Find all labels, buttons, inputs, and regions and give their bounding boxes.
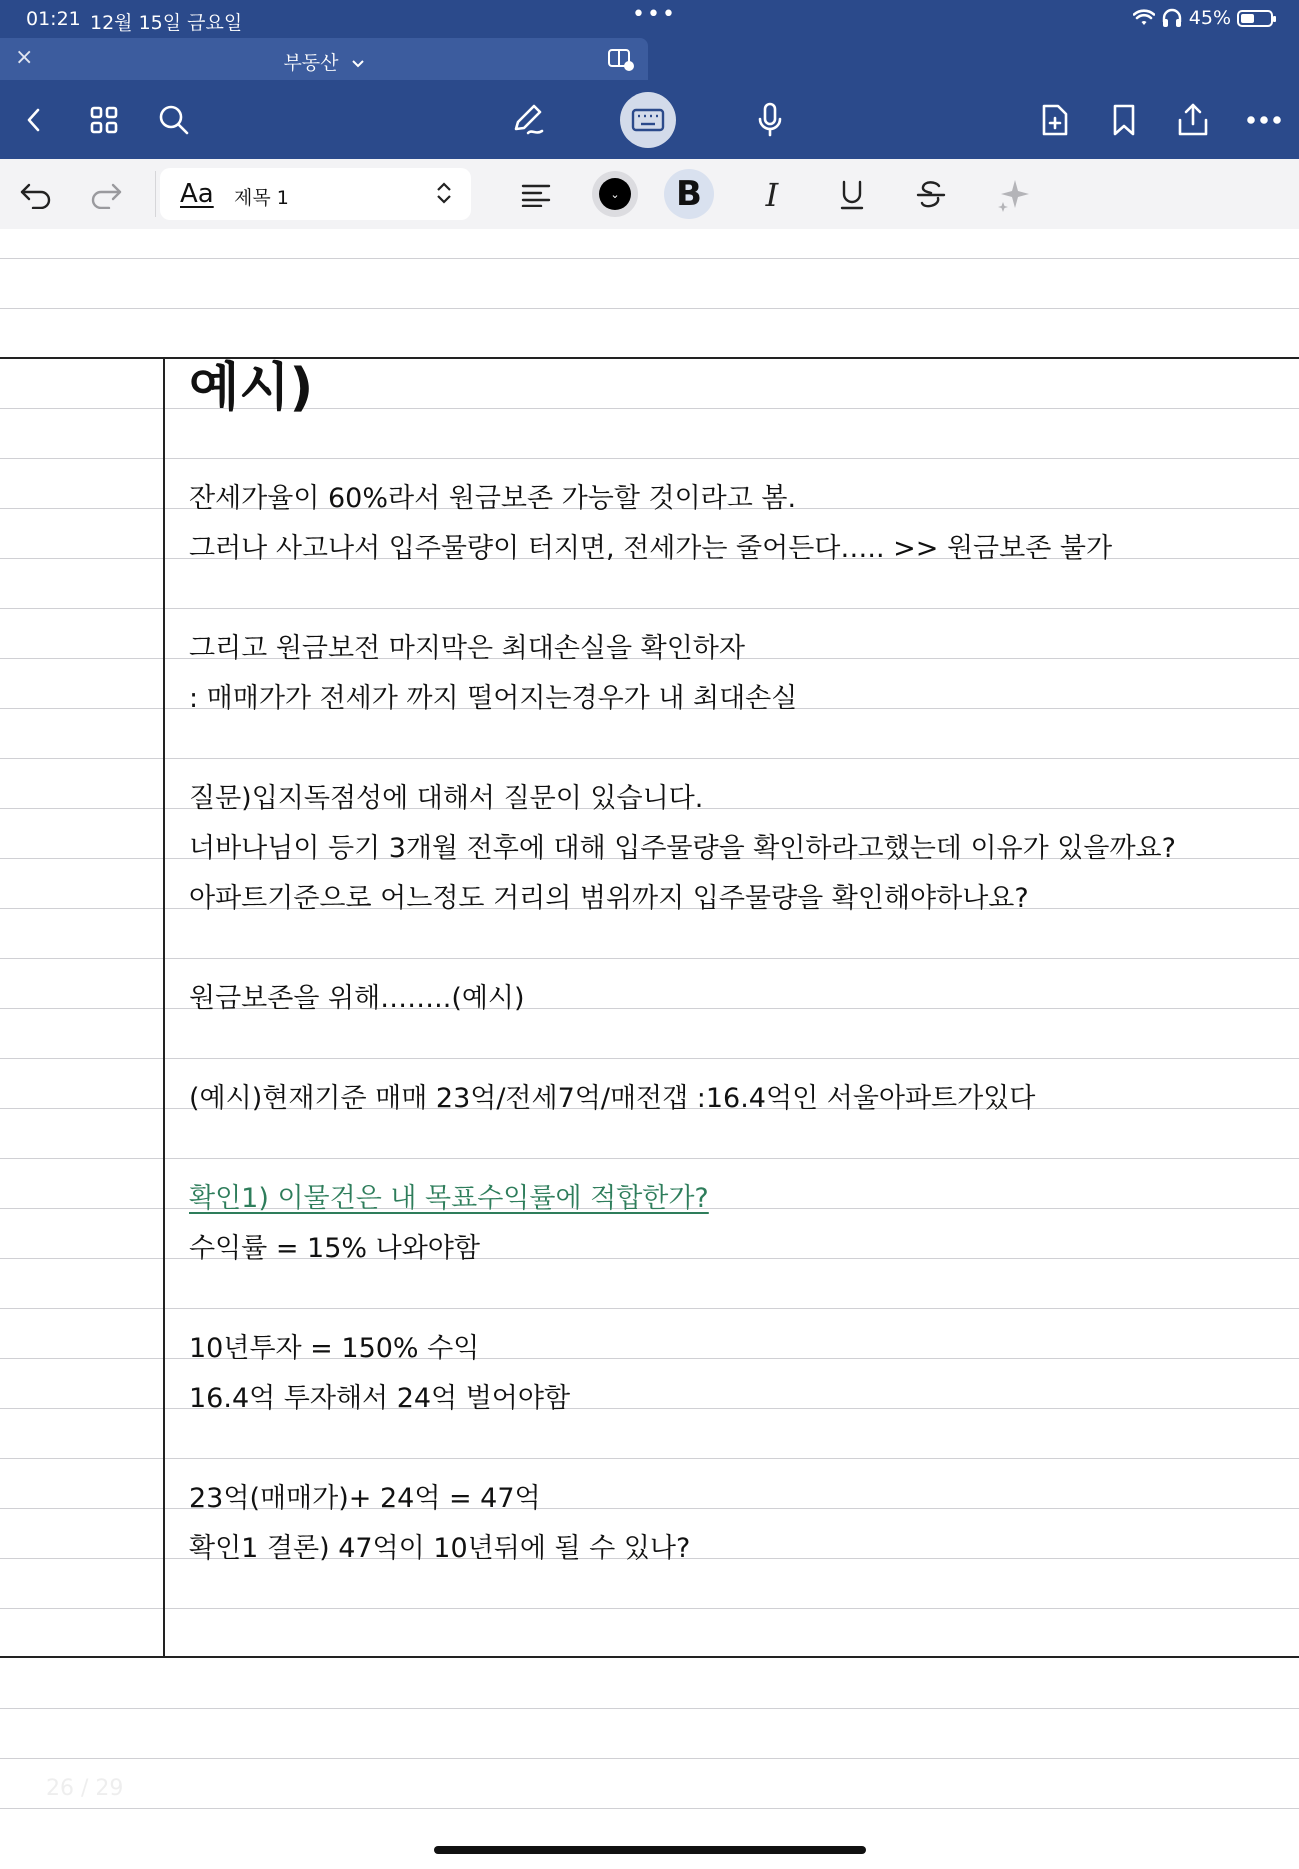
italic-icon: I [765, 176, 779, 214]
share-button[interactable] [1173, 100, 1213, 140]
chevron-down-icon [351, 59, 365, 69]
text-line[interactable]: 그리고 원금보전 마지막은 최대손실을 확인하자 [189, 633, 745, 664]
undo-button[interactable] [14, 173, 58, 217]
ai-sparkle-button[interactable] [992, 173, 1036, 217]
close-icon[interactable]: × [15, 45, 34, 70]
notebook-page[interactable] [0, 229, 1299, 1869]
chevron-down-icon: ⌄ [599, 178, 631, 210]
home-indicator[interactable] [434, 1846, 866, 1854]
style-name: 제목 1 [234, 187, 289, 209]
microphone-icon [756, 102, 784, 138]
battery-icon [1237, 10, 1273, 27]
rule-line [0, 758, 1299, 759]
keyboard-icon [631, 108, 665, 132]
text-line[interactable]: : 매매가가 전세가 까지 떨어지는경우가 내 최대손실 [189, 683, 798, 714]
text-line[interactable]: 그러나 사고나서 입주물량이 터지면, 전세가는 줄어든다….. >> 원금보존 불가 [189, 533, 1113, 564]
redo-button[interactable] [84, 173, 128, 217]
strikethrough-icon [916, 179, 946, 211]
link-line[interactable]: 확인1) 이물건은 내 목표수익률에 적합한가? [189, 1183, 709, 1214]
text-line[interactable]: 원금보존을 위해……..(예시) [189, 983, 525, 1014]
rule-line [0, 1708, 1299, 1709]
document-heading[interactable]: 예시) [189, 358, 314, 418]
rule-line [0, 308, 1299, 309]
style-preview: Aa [180, 179, 214, 209]
text-line[interactable]: 잔세가율이 60%라서 원금보존 가능할 것이라고 봄. [189, 483, 797, 514]
status-time: 01:21 [26, 8, 81, 30]
rule-line [0, 1458, 1299, 1459]
text-line[interactable]: (예시)현재기준 매매 23억/전세7억/매전갭 :16.4억인 서울아파트가있다 [189, 1083, 1036, 1114]
text-line[interactable]: 너바나님이 등기 3개월 전후에 대해 입주물량을 확인하라고했는데 이유가 있을까요? [189, 833, 1176, 864]
add-page-button[interactable] [1035, 100, 1075, 140]
search-icon [158, 104, 190, 136]
text-line[interactable]: 23억(매매가)+ 24억 = 47억 [189, 1483, 541, 1514]
rule-line [0, 258, 1299, 259]
status-date: 12월 15일 금요일 [90, 12, 243, 34]
rule-line [0, 608, 1299, 609]
rule-line [0, 1158, 1299, 1159]
rule-line [0, 458, 1299, 459]
chevron-left-icon [23, 106, 45, 134]
draw-button[interactable] [508, 100, 548, 140]
split-view-icon[interactable] [608, 48, 634, 76]
text-line[interactable]: 10년투자 = 150% 수익 [189, 1333, 480, 1364]
format-toolbar [0, 159, 1299, 230]
wifi-icon [1133, 9, 1155, 27]
underline-icon [839, 179, 865, 211]
rule-line [0, 1308, 1299, 1309]
status-right [1133, 7, 1273, 29]
main-toolbar [0, 80, 1299, 159]
rule-line [0, 1758, 1299, 1759]
text-line[interactable]: 아파트기준으로 어느정도 거리의 범위까지 입주물량을 확인해야하나요? [189, 883, 1029, 914]
share-icon [1176, 102, 1210, 138]
text-color-button[interactable] [592, 171, 638, 217]
pages-grid-button[interactable] [84, 100, 124, 140]
rule-line [0, 1058, 1299, 1059]
back-button[interactable] [14, 100, 54, 140]
rule-line [0, 958, 1299, 959]
tab-bar [0, 38, 1299, 80]
align-left-icon [521, 183, 551, 207]
document-tab[interactable] [0, 38, 648, 80]
add-page-icon [1040, 102, 1070, 138]
tab-title[interactable] [0, 48, 648, 75]
text-line[interactable]: 질문)입지독점성에 대해서 질문이 있습니다. [189, 783, 704, 814]
undo-icon [19, 181, 53, 209]
keyboard-button[interactable] [620, 92, 676, 148]
page-indicator: 26 / 29 [46, 1776, 124, 1801]
grid-icon [89, 105, 119, 135]
status-bar [0, 0, 1299, 38]
dictate-button[interactable] [750, 100, 790, 140]
battery-fill [1241, 14, 1254, 23]
rule-line [0, 1808, 1299, 1809]
text-line[interactable]: 확인1 결론) 47억이 10년뒤에 될 수 있나? [189, 1533, 691, 1564]
chevron-updown-icon [435, 180, 453, 206]
redo-icon [89, 181, 123, 209]
rule-line [0, 1608, 1299, 1609]
toolbar-divider [155, 171, 156, 217]
multitasking-dots-icon[interactable]: ••• [632, 2, 677, 27]
align-button[interactable] [514, 173, 558, 217]
sparkle-icon [995, 176, 1033, 214]
strikethrough-button[interactable] [909, 173, 953, 217]
bold-button[interactable]: B [664, 169, 714, 219]
bookmark-button[interactable] [1104, 100, 1144, 140]
margin-line [163, 358, 165, 1657]
bookmark-icon [1111, 103, 1137, 137]
headphones-icon [1161, 8, 1183, 28]
battery-percent: 45% [1188, 7, 1231, 29]
search-button[interactable] [154, 100, 194, 140]
italic-button[interactable] [750, 173, 794, 217]
more-icon [1247, 115, 1281, 125]
paragraph-style-selector[interactable] [160, 168, 471, 220]
pencil-icon [510, 103, 546, 137]
underline-button[interactable] [830, 173, 874, 217]
page-bottom-border [0, 1656, 1299, 1658]
text-line[interactable]: 수익률 = 15% 나와야함 [189, 1233, 480, 1264]
tab-title-label: 부동산 [283, 52, 339, 74]
more-button[interactable] [1244, 100, 1284, 140]
text-line[interactable]: 16.4억 투자해서 24억 벌어야함 [189, 1383, 571, 1414]
